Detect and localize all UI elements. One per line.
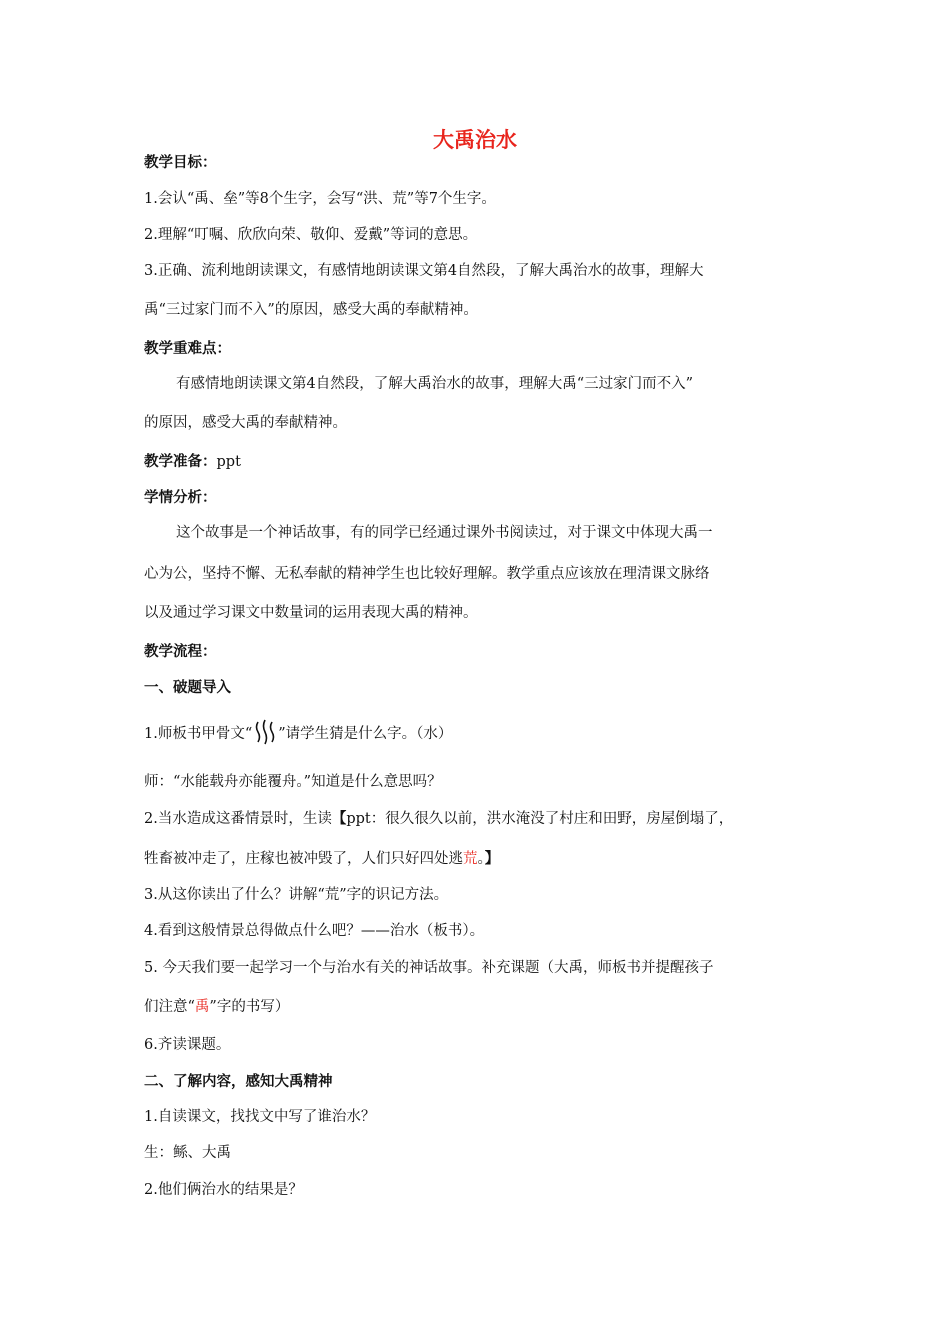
objective-item: 3.正确、流利地朗读课文，有感情地朗读课文第4自然段，了解大禹治水的故事，理解大 (144, 263, 704, 279)
key-points-line: 的原因，感受大禹的奉献精神。 (144, 415, 347, 431)
step4-line: 4.看到这般情景总得做点什么吧？——治水（板书）。 (144, 923, 485, 939)
analysis-line: 以及通过学习课文中数量词的运用表现大禹的精神。 (144, 605, 478, 621)
key-points-heading: 教学重难点： (144, 341, 231, 357)
teacher-line: 师：“水能载舟亦能覆舟。”知道是什么意思吗？ (144, 774, 442, 790)
step2-text-c: 牲畜被冲走了，庄稼也被冲毁了，人们只好四处逃 (144, 851, 463, 867)
preparation-heading: 教学准备： (144, 454, 217, 470)
section1-heading: 一、破题导入 (144, 680, 231, 696)
objective-item: 2.理解“叮嘱、欣欣向荣、敬仰、爱戴”等词的意思。 (144, 227, 478, 243)
page-title: 大禹治水 (433, 128, 517, 152)
highlight-char: 禹 (194, 999, 210, 1015)
step2-text-b: ppt：很久很久以前，洪水淹没了村庄和田野，房屋倒塌了， (346, 811, 734, 827)
process-heading: 教学流程： (144, 644, 217, 660)
step5-line: 5. 今天我们要一起学习一个与治水有关的神话故事。补充课题（大禹，师板书并提醒孩子 (144, 960, 714, 976)
oracle-water-icon (252, 718, 278, 748)
step1-line (144, 718, 824, 748)
step2-text-a: 2.当水造成这番情景时，生读 (144, 811, 332, 827)
step2-text-d: 。 (477, 851, 485, 867)
key-points-line: 有感情地朗读课文第4自然段，了解大禹治水的故事，理解大禹“三过家门而不入” (176, 376, 694, 392)
step1-text-a: 1.师板书甲骨文“ (144, 726, 253, 742)
objective-item: 1.会认“禹、垒”等8个生字，会写“洪、荒”等7个生字。 (144, 191, 496, 207)
step2-line (144, 808, 824, 830)
analysis-line: 这个故事是一个神话故事，有的同学已经通过课外书阅读过，对于课文中体现大禹一 (176, 525, 713, 541)
step5-text-c: ”字的书写） (209, 999, 290, 1015)
bracket-close: 】 (484, 850, 500, 867)
step2-line-continued (144, 848, 824, 870)
section2-heading: 二、了解内容，感知大禹精神 (144, 1074, 333, 1090)
highlight-char: 荒 (463, 851, 478, 867)
step6-line: 6.齐读课题。 (144, 1037, 231, 1053)
objectives-heading: 教学目标： (144, 155, 217, 171)
objective-item-continued: 禹“三过家门而不入”的原因，感受大禹的奉献精神。 (144, 302, 478, 318)
step3-line: 3.从这你读出了什么？讲解“荒”字的识记方法。 (144, 887, 449, 903)
bracket-open: 【 (331, 810, 347, 827)
step5-text-b: 们注意“ (144, 999, 195, 1015)
question-line: 2.他们俩治水的结果是？ (144, 1182, 303, 1198)
answer-line: 生：鲧、大禹 (144, 1145, 231, 1161)
question-line: 1.自读课文，找找文中写了谁治水？ (144, 1109, 376, 1125)
step5-line-continued (144, 996, 824, 1018)
analysis-line: 心为公，坚持不懈、无私奉献的精神学生也比较好理解。教学重点应该放在理清课文脉络 (144, 566, 710, 582)
preparation-value: ppt (216, 454, 241, 470)
preparation-line (144, 451, 824, 473)
step1-text-b: ”请学生猜是什么字。（水） (278, 726, 453, 742)
analysis-heading: 学情分析： (144, 490, 217, 506)
